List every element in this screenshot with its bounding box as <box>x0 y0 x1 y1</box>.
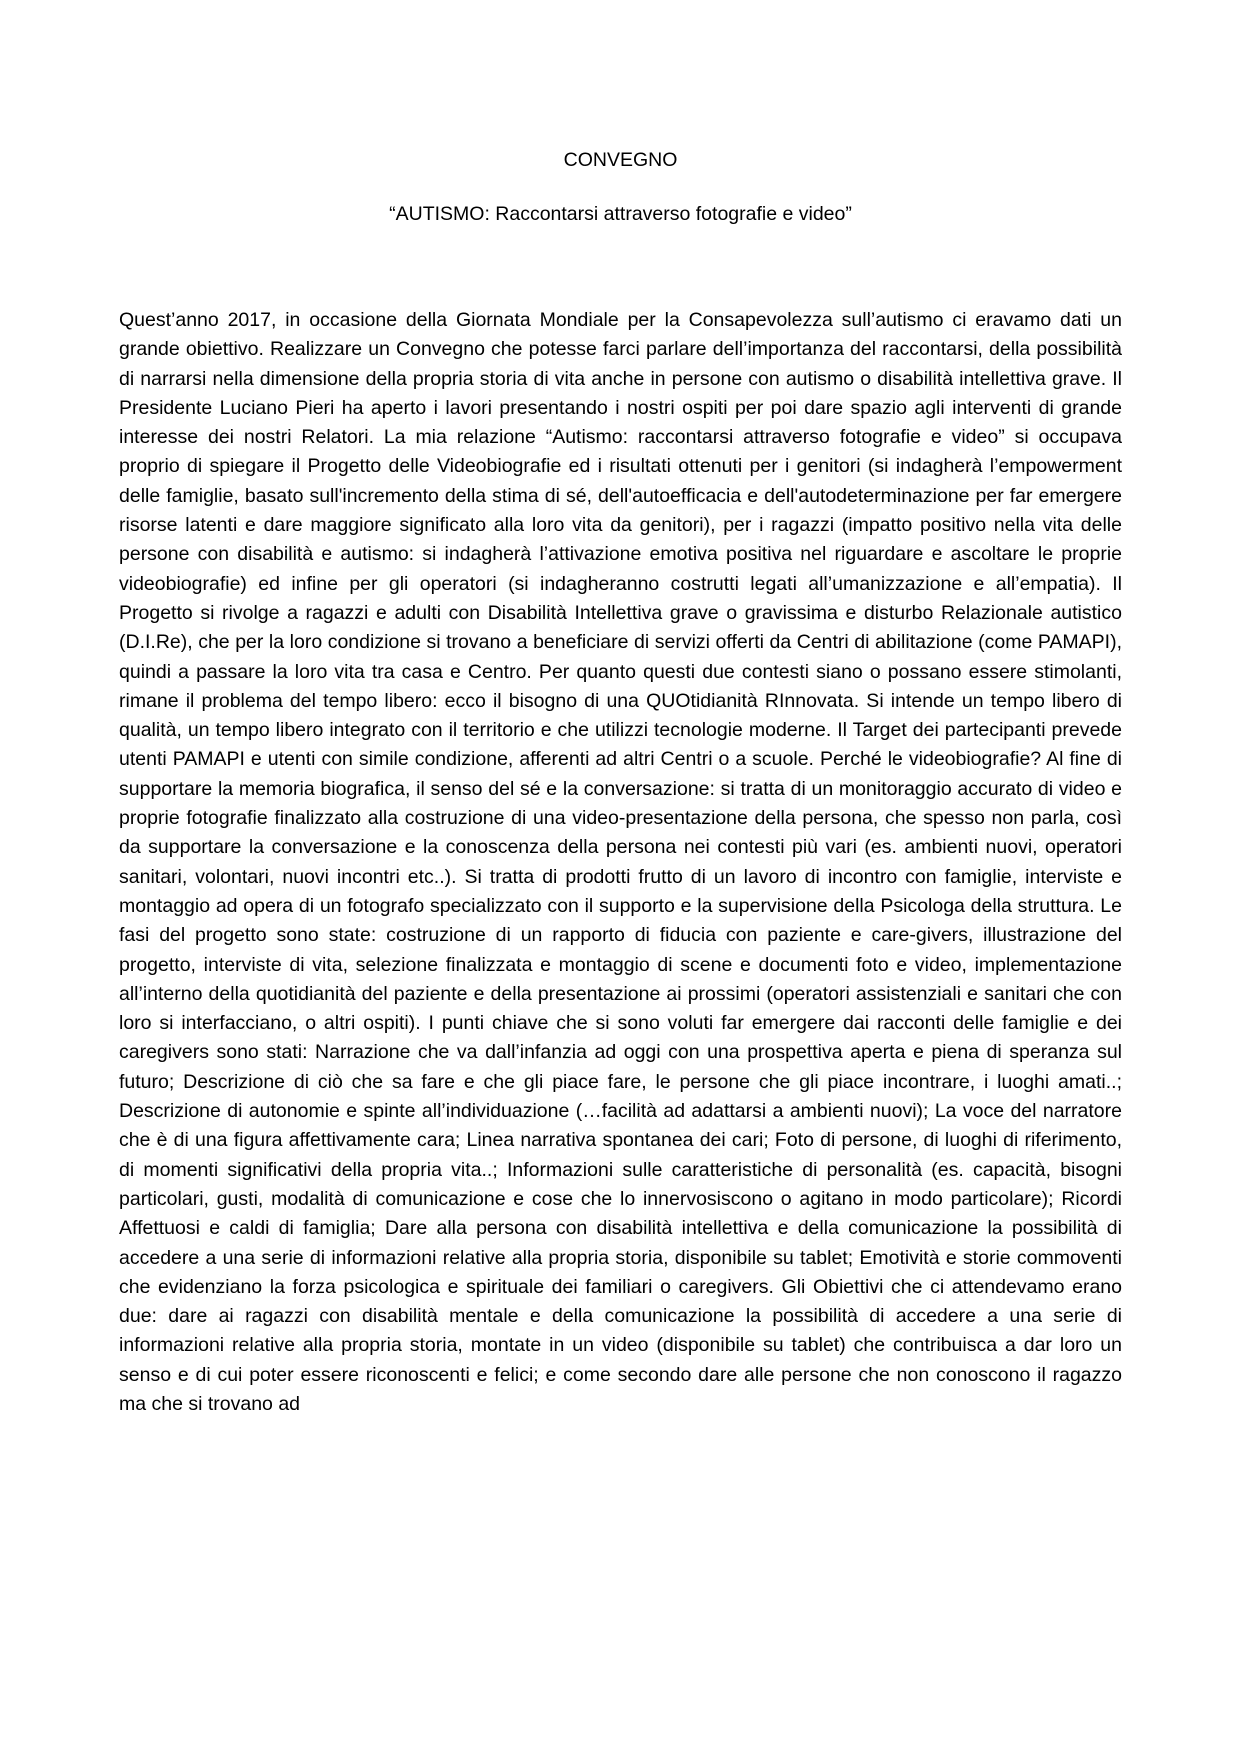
document-subtitle: “AUTISMO: Raccontarsi attraverso fotografie e video” <box>389 203 852 225</box>
body-paragraph: Quest’anno 2017, in occasione della Giornata Mondiale per la Consapevolezza sull’autismo ci eravamo dati un grande obiettivo. Realizzare un Convegno che potesse farci parlare dell’importanza del raccontarsi, della possibilità di narrarsi nella dimensione della propria storia di vita anche in persone con autismo o disabilità intellettiva grave. Il Presidente Luciano Pieri ha aperto i lavori presentando i nostri ospiti per poi dare spazio agli interventi di grande interesse dei nostri Relatori. La mia relazione “Autismo: raccontarsi attraverso fotografie e video” si occupava proprio di spiegare il Progetto delle Videobiografie ed i risultati ottenuti per i genitori (si indagherà l’empowerment delle famiglie, basato sull'incremento della stima di sé, dell'autoefficacia e dell'autodeterminazione per far emergere risorse latenti e dare maggiore significato alla loro vita da genitori), per i ragazzi (impatto positivo nella vita delle persone con disabilità e autismo: si indagherà l’attivazione emotiva positiva nel riguardare e ascoltare le proprie videobiografie) ed infine per gli operatori (si indagheranno costrutti legati all’umanizzazione e all’empatia). Il Progetto si rivolge a ragazzi e adulti con Disabilità Intellettiva grave o gravissima e disturbo Relazionale autistico (D.I.Re), che per la loro condizione si trovano a beneficiare di servizi offerti da Centri di abilitazione (come PAMAPI), quindi a passare la loro vita tra casa e Centro. Per quanto questi due contesti siano o possano essere stimolanti, rimane il problema del tempo libero: ecco il bisogno di una QUOtidianità RInnovata. Si intende un tempo libero di qualità, un tempo libero integrato con il territorio e che utilizzi tecnologie moderne. Il Target dei partecipanti prevede utenti PAMAPI e utenti con simile condizione, afferenti ad altri Centri o a scuole. Perché le videobiografie? Al fine di supportare la memoria biografica, il senso del sé e la conversazione: si tratta di un monitoraggio accurato di video e proprie fotografie finalizzato alla costruzione di una video-presentazione della persona, che spesso non parla, così da supportare la conversazione e la conoscenza della persona nei contesti più vari (es. ambienti nuovi, operatori sanitari, volontari, nuovi incontri etc..). Si tratta di prodotti frutto di un lavoro di incontro con famiglie, interviste e montaggio ad opera di un fotografo specializzato con il supporto e la supervisione della Psicologa della struttura. Le fasi del progetto sono state: costruzione di un rapporto di fiducia con paziente e care-givers, illustrazione del progetto, interviste di vita, selezione finalizzata e montaggio di scene e documenti foto e video, implementazione all’interno della quotidianità del paziente e della presentazione ai prossimi (operatori assistenziali e sanitari che con loro si interfacciano, o altri ospiti). I punti chiave che si sono voluti far emergere dai racconti delle famiglie e dei caregivers sono stati: Narrazione che va dall’infanzia ad oggi con una prospettiva aperta e piena di speranza sul futuro; Descrizione di ciò che sa fare e che gli piace fare, le persone che gli piace incontrare, i luoghi amati..; Descrizione di autonomie e spinte all’individuazione (…facilità ad adattarsi a ambienti nuovi); La voce del narratore che è di una figura affettivamente cara; Linea narrativa spontanea dei cari; Foto di persone, di luoghi di riferimento, di momenti significativi della propria vita..; Informazioni sulle caratteristiche di personalità (es. capacità, bisogni particolari, gusti, modalità di comunicazione e cose che lo innervosiscono o agitano in modo particolare); Ricordi Affettuosi e caldi di famiglia; Dare alla persona con disabilità intellettiva e della comunicazione la possibilità di accedere a una serie di informazioni relative alla propria storia, disponibile su tablet; Emotività e storie commoventi che evidenziano la forza psicologica e spirituale dei familiari o caregivers. Gli Obiettivi che ci attendevamo erano due: dare ai ragazzi con disabilità mentale e della comunicazione la possibilità di accedere a una serie di informazioni relative alla propria storia, montate in un video (disponibile su tablet) che contribuisca a dar loro un senso e di cui poter essere riconoscenti e felici; e come secondo dare alle persone che non conoscono il ragazzo ma che si trovano ad <box>119 309 1122 1415</box>
document-title: CONVEGNO <box>563 149 678 171</box>
